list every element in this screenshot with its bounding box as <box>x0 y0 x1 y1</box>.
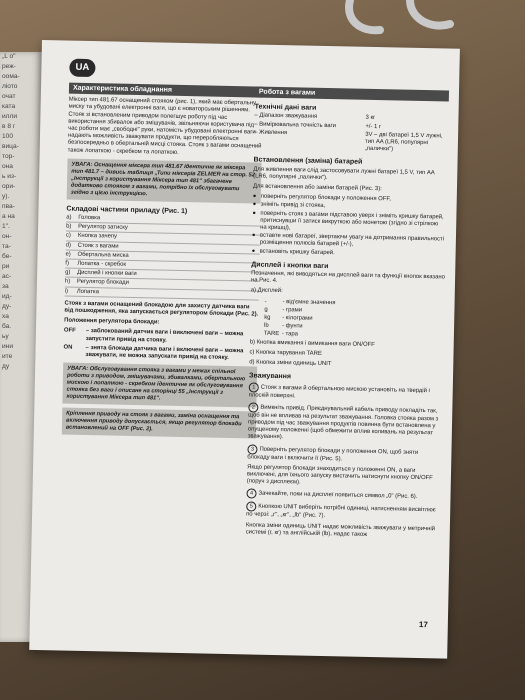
left-page-fragment: пва- <box>2 203 15 210</box>
tech-title: Технічні дані ваги <box>254 103 317 112</box>
left-page-fragment: реж- <box>2 63 16 70</box>
lock-off-row <box>64 328 258 346</box>
display-a: a) Дисплей: <box>250 287 283 295</box>
part-key: f) <box>65 260 69 267</box>
left-page-fragment: вица- <box>2 143 19 150</box>
step-text: Кнопкою UNIT виберіть потрібні одиниці, натисненням висвітлює по черзі: „г", „кг", „lb" (Рис. 7). <box>246 503 436 520</box>
part-label: Кнопка зачепу <box>77 233 118 241</box>
spec-name: – Живлення <box>254 129 288 136</box>
battery-intro2: Для встановлення або заміни батарей (Рис. 3): <box>252 183 382 193</box>
display-symbol-desc: - грами <box>282 306 303 314</box>
battery-step <box>252 210 446 236</box>
left-page-fragment: ьу <box>2 333 9 340</box>
left-page-fragment: ха <box>2 313 9 320</box>
warning-box-operation: УВАГА: Обслуговування стояка з вагами у межах спільної роботи з приводом, змішувачами, збивалками, обертальною мискою і лопаткою - скребком ідентичне як обслуговування стояка без ваги і описане на сторінці 55 „Інструкції з користування Міксера тип 481". <box>62 363 257 408</box>
display-symbols <box>250 298 445 342</box>
part-label: Дисплей і кнопки ваги <box>77 270 137 278</box>
left-page-fragment: „L o" <box>2 53 16 60</box>
left-page-fragment: бе- <box>2 253 12 260</box>
spec-table <box>254 113 449 155</box>
lock-off-term: OFF <box>63 327 76 335</box>
step-text: Якщо регулятор блокади знаходиться у положенні ON, а ваги виключені, для їхнього запуску вистачить натиснути кнопку ON/OFF (поруч з дисплеєм). <box>246 464 433 486</box>
weighing-step <box>246 489 440 503</box>
metal-hook <box>320 0 470 40</box>
spec-value: +/- 1 г <box>365 123 382 130</box>
part-label: Обертальна миска <box>77 251 129 259</box>
display-symbol-desc: - тара <box>281 331 299 338</box>
battery-step-text: зніміть привід зі стояка, <box>260 202 326 210</box>
part-key: a) <box>66 214 72 221</box>
display-symbol: kg <box>264 314 271 321</box>
weighing-step <box>247 464 441 490</box>
part-key: d) <box>65 242 72 249</box>
step-text: Поверніть регулятор блокади у положення ON, щоб зняти блокаду ваги і включити її (Рис. 5). <box>247 446 419 462</box>
weighing-step <box>247 444 441 465</box>
display-b: b) Кнопка вмикання і вимикання ваги ON/OFF <box>249 339 375 348</box>
battery-step-text: вставте нові батареї, звертаючи увагу на дотримання правильності розміщення полюсів батарей (+/-), <box>259 232 445 249</box>
display-symbol-desc: - кілограми <box>282 315 313 322</box>
display-symbol: TARE <box>263 331 280 338</box>
display-symbol: - <box>264 298 267 305</box>
left-page-fragment: ліото <box>2 83 18 90</box>
part-label: Лопатка <box>76 288 99 295</box>
weighing-step <box>246 502 440 523</box>
step-text: Стояк з вагами й обертальною мискою установіть на твердій і плоскій поверхні. <box>248 384 430 399</box>
step-number: 5 <box>246 502 256 512</box>
step-number: 1 <box>249 382 259 392</box>
weighing-step <box>248 402 443 445</box>
lock-on-term: ON <box>63 344 73 351</box>
spec-row <box>254 129 448 155</box>
lock-on-row <box>63 344 257 362</box>
left-page-fragment: за <box>2 283 9 290</box>
language-badge: UA <box>69 59 95 78</box>
left-page-fragment: тор- <box>2 153 15 160</box>
part-key: h) <box>64 278 71 286</box>
lock-title: Положення регулятора блокади: <box>64 317 160 326</box>
part-label: Регулятор блокади <box>76 279 129 287</box>
battery-intro: Для живлення ваги слід застосовувати лужні батареї 1,5 V, тип AA (LR6, популярні „палички"). <box>253 166 435 181</box>
left-page-fragment: а на <box>2 213 15 220</box>
manual-page <box>29 40 460 659</box>
bullet-icon: ● <box>252 201 257 208</box>
parts-title: Складові частини приладу (Рис. 1) <box>66 205 188 215</box>
battery-step-text: встановіть кришку батарей. <box>259 248 335 256</box>
part-key: c) <box>65 232 71 240</box>
section-header-scale: Робота з вагами <box>255 86 449 101</box>
part-label: Стояк з вагами <box>77 242 119 250</box>
lock-note: Стояк з вагами оснащений блокадою для захисту датчика ваги від пошкодження, яка запускається регулятором блокади (Рис. 2). <box>64 300 259 318</box>
display-d: d) Кнопка зміни одиниць UNIT <box>249 359 332 368</box>
spec-name: – Діапазон зважування <box>254 112 318 121</box>
bullet-icon: ● <box>251 232 256 239</box>
battery-steps <box>252 194 447 260</box>
step-number: 3 <box>247 444 257 454</box>
bullet-icon: ● <box>251 248 256 255</box>
left-page-fragment: ид- <box>2 293 12 300</box>
lock-on-desc: – знята блокада датчика ваги і включені ваги – можна зважувати, не можна запускати привід на стояку. <box>85 344 244 362</box>
display-title: Дисплей і кнопки ваги <box>251 261 329 270</box>
left-page-fragment: ите <box>2 353 13 360</box>
left-page-fragment: ори- <box>2 183 16 190</box>
left-page-fragment: илли <box>2 113 18 120</box>
right-column <box>246 86 449 543</box>
battery-step-text: поверніть стояк з вагами підставою уверх і зніміть кришку батарей, притиснувши її затиск викруткою або монетою (згідно зі стрілкою на кришці), <box>260 210 444 232</box>
part-key: i) <box>64 288 69 295</box>
display-symbol-desc: - фунти <box>281 323 303 330</box>
left-page-fragment: он- <box>2 233 12 240</box>
left-page-fragment: ь из- <box>2 173 17 180</box>
part-key: g) <box>65 269 71 276</box>
spec-value: 3V – дві батареї 1,5 V лужні, тип AA (LR6, популярні „палички") <box>364 131 443 153</box>
display-symbol: g <box>264 306 268 313</box>
parts-list <box>65 215 261 301</box>
bullet-icon: ● <box>252 210 257 217</box>
left-page-fragment: ини <box>2 343 14 350</box>
left-page-fragment: очат <box>2 93 16 100</box>
left-column <box>62 83 263 443</box>
weighing-step <box>249 382 443 403</box>
part-key: b) <box>66 223 72 230</box>
part-label: Головка <box>78 214 101 222</box>
left-page-fragment: ду- <box>2 303 12 310</box>
step-text: Зачекайте, поки на дисплеї появиться символ „0" (Рис. 6). <box>258 490 418 501</box>
page-number: 17 <box>418 620 428 630</box>
intro-paragraph: Міксер тип 481.67 оснащений стояком (рис. 1), який має обертальну миску та убудовані електронні ваги, що є новаторським рішенням. Стояк зі встановленим приводом полегшує роботу під час використання збивалок або змішувачів, звільняючи користувача під час роботи має „свободні" руки, натомість убудовані електронні ваги надають можливість зважувати продукти, що переробляються безпосередньо в обертальній мисці стояка. Стояк з вагами оснащений також лопаткою - скребком та лопаткою. <box>67 96 262 156</box>
weighing-step <box>246 522 440 540</box>
part-label: Лопатка - скребок <box>77 260 127 268</box>
weighing-steps <box>246 382 443 540</box>
lock-off-desc: – заблокований датчик ваги і виключені ваги – можна запустити привід на стояку. <box>85 328 244 344</box>
left-page-fragment: ката <box>2 103 16 110</box>
left-page-fragment: ба. <box>2 323 12 330</box>
display-c: c) Кнопка тарування TARE <box>249 349 322 357</box>
warning-box-equipment: УВАГА: Оснащення міксера тип 481.67 ідентичне як міксера тип 481.7 – дивись таблиця „Типи міксерів ZELMER на стор. 52 „Інструкції з користування Міксера тип 481" збагачене додатково стояком з вагами, потрібно їх обслуговувати згідно з цією інструкцією. <box>67 158 262 203</box>
step-text: Кнопка зміни одиниць UNIT надає можливість зважувати у метричній системі (г, кг) та англійській (lb), надає також <box>245 521 436 538</box>
bullet-icon: ● <box>252 193 257 200</box>
spec-name: – Вимірювальна точність ваги <box>254 121 337 129</box>
step-text: Вимкніть привід. Приєднувальний кабель приводу покладіть так, щоб він не впливав на результат зважування. Головка стояка разом з приводом під час зважування продуктів повинна бути встановлена у опущеному положенні (щоб обмежити вплив коливань на результат зважування). <box>247 404 439 441</box>
spec-value: 3 кг <box>365 115 376 122</box>
step-number: 2 <box>248 402 258 412</box>
left-page-fragment: ду <box>2 363 10 370</box>
display-symbol-desc: - від'ємне значення <box>282 298 336 306</box>
warning-box-lock: Кріплення приводу на стояк з вагами, заміна оснащення та включення приводу допускається, якщо регулятор блокади встановлений на OFF (Рис. 2). <box>62 408 257 439</box>
battery-step-text: поверніть регулятор блокади у положення OFF, <box>260 193 392 203</box>
part-label: Регулятор затиску <box>78 224 128 232</box>
left-page-fragment: оома- <box>2 73 20 80</box>
display-intro: Позначення, які виводяться на дисплей ваги та функції кнопок вказано на Рис. 4. <box>250 270 446 285</box>
left-page-fragment: в 8 г <box>2 123 16 130</box>
weighing-title: Зважування <box>248 372 292 381</box>
left-page-fragment: ри <box>2 263 10 270</box>
left-page-fragment: она <box>2 163 13 170</box>
part-key: e) <box>65 251 71 258</box>
display-symbol: lb <box>263 322 269 330</box>
left-page-fragment: у). <box>2 193 10 200</box>
left-page-fragment: та- <box>2 243 11 250</box>
step-number: 4 <box>246 489 256 499</box>
battery-title: Встановлення (заміна) батарей <box>253 156 363 167</box>
left-page-fragment: ас- <box>2 273 12 280</box>
left-page-fragment: 100 <box>2 133 14 140</box>
left-page-fragment: 1". <box>2 223 10 230</box>
section-header-features: Характеристика обладнання <box>69 83 263 98</box>
